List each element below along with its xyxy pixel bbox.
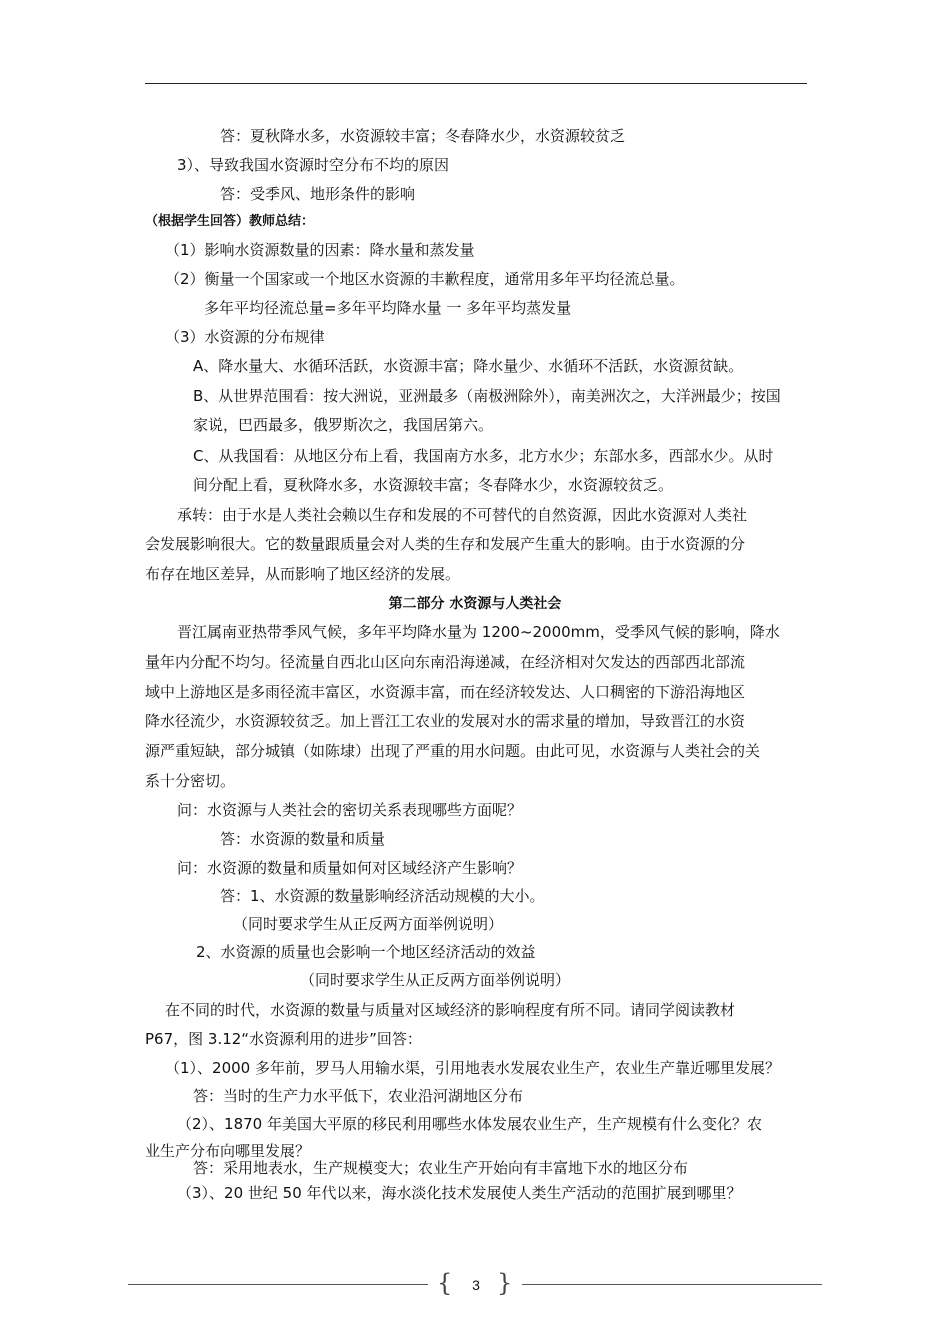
text-line: 家说，巴西最多，俄罗斯次之，我国居第六。 [193, 416, 494, 434]
text-line: （同时要求学生从正反两方面举例说明） [233, 915, 504, 933]
question-line: （2）、1870 年美国大平原的移民利用哪些水体发展农业生产，生产规模有什么变化？农 [177, 1115, 762, 1133]
footer-rule-right [522, 1284, 822, 1285]
answer-line: 答：1、水资源的数量影响经济活动规模的大小。 [220, 887, 545, 905]
text-line: 布存在地区差异，从而影响了地区经济的发展。 [145, 565, 461, 583]
text-line: 承转：由于水是人类社会赖以生存和发展的不可替代的自然资源，因此水资源对人类社 [177, 506, 748, 524]
text-line: B、从世界范围看：按大洲说，亚洲最多（南极洲除外），南美洲次之，大洋洲最少；按国 [193, 387, 781, 405]
text-line: 量年内分配不均匀。径流量自西北山区向东南沿海递减，在经济相对欠发达的西部西北部流 [145, 653, 746, 671]
text-line: 在不同的时代，水资源的数量与质量对区域经济的影响程度有所不同。请同学阅读教材 [165, 1001, 736, 1019]
answer-line: 答：水资源的数量和质量 [220, 830, 386, 848]
section-heading: 第二部分 水资源与人类社会 [388, 596, 562, 612]
text-line: （同时要求学生从正反两方面举例说明） [300, 971, 571, 989]
answer-line: 2、水资源的质量也会影响一个地区经济活动的效益 [196, 943, 536, 961]
text-line: 间分配上看，夏秋降水多，水资源较丰富；冬春降水少，水资源较贫乏。 [193, 476, 674, 494]
text-line: C、从我国看：从地区分布上看，我国南方水多，北方水少；东部水多，西部水少。从时 [193, 447, 774, 465]
right-brace: } [497, 1269, 513, 1297]
text-line: 晋江属南亚热带季风气候，多年平均降水量为 1200~2000mm，受季风气候的影响，降水 [177, 623, 780, 641]
page-number: 3 [472, 1277, 480, 1293]
text-line: 源严重短缺，部分城镇（如陈埭）出现了严重的用水问题。由此可见，水资源与人类社会的关 [145, 742, 761, 760]
question-line: （3）、20 世纪 50 年代以来，海水淡化技术发展使人类生产活动的范围扩展到哪里？ [177, 1184, 742, 1202]
text-line: 3）、导致我国水资源时空分布不均的原因 [177, 156, 450, 174]
text-line: P67，图 3.12“水资源利用的进步”回答： [145, 1030, 422, 1048]
text-line: 降水径流少，水资源较贫乏。加上晋江工农业的发展对水的需求量的增加，导致晋江的水资 [145, 712, 746, 730]
answer-line: 答：采用地表水，生产规模变大；农业生产开始向有丰富地下水的地区分布 [193, 1159, 689, 1177]
footer-rule-left [128, 1284, 428, 1285]
formula-line: 多年平均径流总量=多年平均降水量 一 多年平均蒸发量 [204, 299, 572, 317]
question-line: 问：水资源的数量和质量如何对区域经济产生影响？ [177, 859, 523, 877]
text-line: （2）衡量一个国家或一个地区水资源的丰歉程度，通常用多年平均径流总量。 [165, 270, 685, 288]
section-note: （根据学生回答）教师总结： [145, 214, 315, 229]
text-line: A、降水量大、水循环活跃，水资源丰富；降水量少、水循环不活跃，水资源贫缺。 [193, 357, 744, 375]
text-line: 答：夏秋降水多，水资源较丰富；冬春降水少，水资源较贫乏 [220, 127, 626, 145]
left-brace: { [437, 1269, 453, 1297]
text-line: （1）影响水资源数量的因素：降水量和蒸发量 [165, 241, 475, 259]
text-line: 会发展影响很大。它的数量跟质量会对人类的生存和发展产生重大的影响。由于水资源的分 [145, 535, 746, 553]
text-line: 域中上游地区是多雨径流丰富区，水资源丰富，而在经济较发达、人口稠密的下游沿海地区 [145, 683, 746, 701]
text-line: 答：受季风、地形条件的影响 [220, 185, 416, 203]
answer-line: 答：当时的生产力水平低下，农业沿河湖地区分布 [193, 1087, 524, 1105]
text-line: 业生产分布向哪里发展？ [145, 1142, 311, 1160]
header-rule [145, 83, 807, 84]
question-line: 问：水资源与人类社会的密切关系表现哪些方面呢？ [177, 801, 523, 819]
question-line: （1）、2000 多年前，罗马人用输水渠，引用地表水发展农业生产，农业生产靠近哪里发展？ [165, 1059, 780, 1077]
text-line: （3）水资源的分布规律 [165, 328, 325, 346]
text-line: 系十分密切。 [145, 772, 236, 790]
